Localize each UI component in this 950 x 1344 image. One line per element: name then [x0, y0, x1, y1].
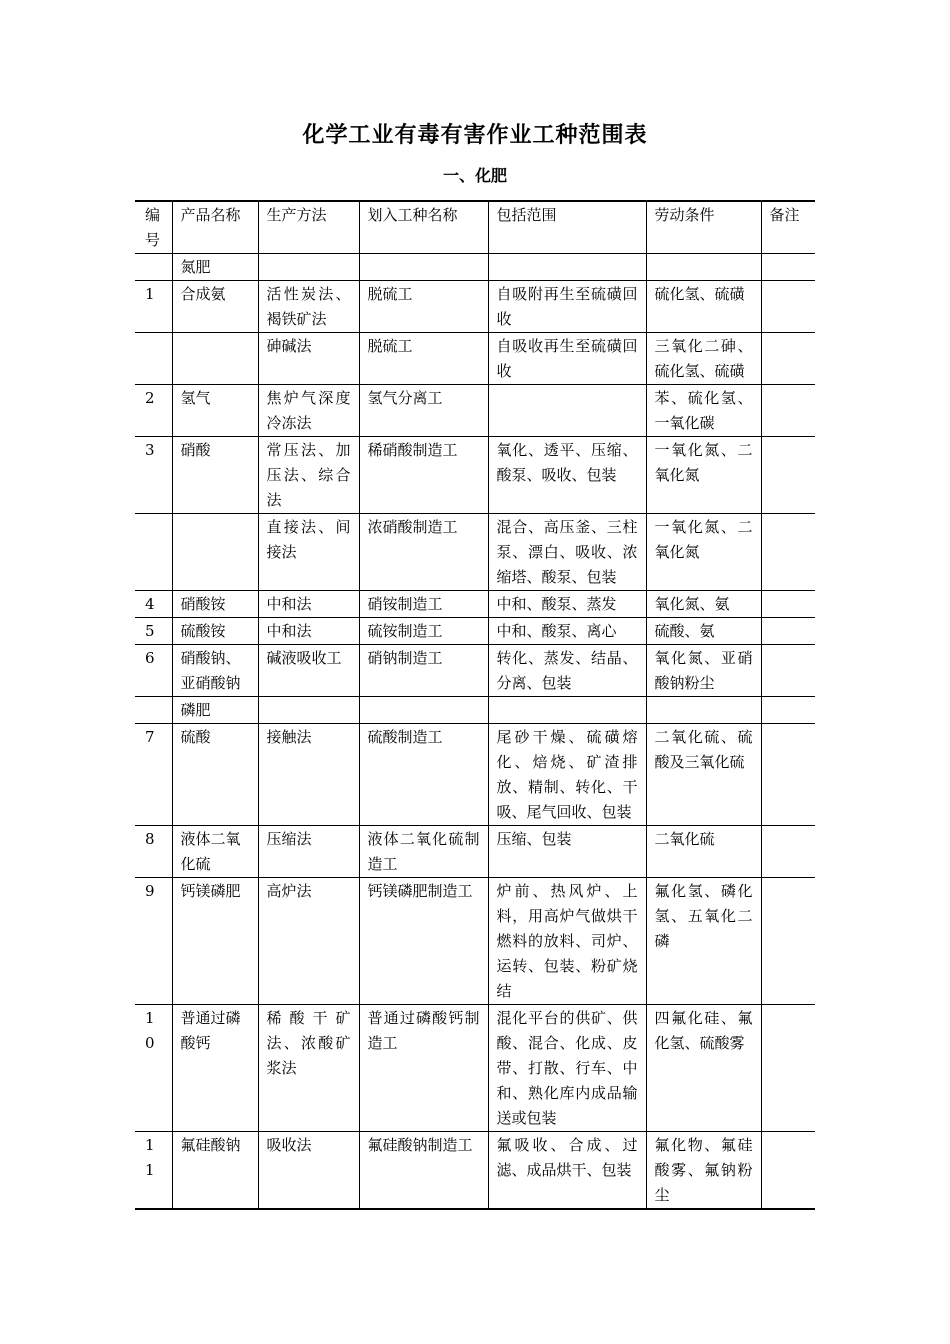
cell-product: 硫酸 [172, 724, 258, 826]
cell-remarks [761, 645, 815, 697]
cell-remarks [761, 254, 815, 281]
cell-number: 2 [135, 385, 172, 437]
table-row [135, 826, 815, 878]
cell-number: 10 [135, 1005, 172, 1132]
cell-conditions: 四氟化硅、氟化氢、硫酸雾 [646, 1005, 761, 1132]
cell-method: 常压法、加压法、综合法 [258, 437, 359, 514]
cell-method: 砷碱法 [258, 333, 359, 385]
column-header: 包括范围 [488, 201, 646, 254]
cell-scope: 中和、酸泵、蒸发 [488, 591, 646, 618]
cell-remarks [761, 437, 815, 514]
cell-method: 高炉法 [258, 878, 359, 1005]
cell-number [135, 697, 172, 724]
cell-product: 液体二氧化硫 [172, 826, 258, 878]
cell-job: 硝铵制造工 [359, 591, 488, 618]
cell-remarks [761, 724, 815, 826]
section-heading: 一、化肥 [442, 166, 507, 185]
cell-product: 氟硅酸钠 [172, 1132, 258, 1210]
table-row [135, 645, 815, 697]
cell-method: 碱液吸收工 [258, 645, 359, 697]
table-row [135, 724, 815, 826]
cell-conditions: 氧化氮、氨 [646, 591, 761, 618]
column-header: 编号 [135, 201, 172, 254]
cell-remarks [761, 826, 815, 878]
cell-job: 硫铵制造工 [359, 618, 488, 645]
cell-remarks [761, 1132, 815, 1210]
cell-scope: 混合、高压釜、三柱泵、漂白、吸收、浓缩塔、酸泵、包装 [488, 514, 646, 591]
cell-number [135, 333, 172, 385]
cell-conditions: 硫化氢、硫磺 [646, 281, 761, 333]
table-row [135, 514, 815, 591]
table-row [135, 1005, 815, 1132]
table-row [135, 281, 815, 333]
cell-method: 中和法 [258, 618, 359, 645]
cell-scope: 炉前、热风炉、上料，用高炉气做烘干燃料的放料、司炉、运转、包装、粉矿烧结 [488, 878, 646, 1005]
cell-method: 活性炭法、褐铁矿法 [258, 281, 359, 333]
cell-product: 硫酸铵 [172, 618, 258, 645]
table-row [135, 591, 815, 618]
cell-method [258, 697, 359, 724]
cell-remarks [761, 281, 815, 333]
cell-number: 4 [135, 591, 172, 618]
cell-number: 5 [135, 618, 172, 645]
table-row [135, 697, 815, 724]
cell-number: 9 [135, 878, 172, 1005]
cell-job: 钙镁磷肥制造工 [359, 878, 488, 1005]
cell-number [135, 254, 172, 281]
cell-method: 压缩法 [258, 826, 359, 878]
cell-remarks [761, 385, 815, 437]
column-header: 生产方法 [258, 201, 359, 254]
cell-scope: 氧化、透平、压缩、酸泵、吸收、包装 [488, 437, 646, 514]
cell-remarks [761, 591, 815, 618]
cell-method: 焦炉气深度冷冻法 [258, 385, 359, 437]
cell-product: 氢气 [172, 385, 258, 437]
cell-product: 钙镁磷肥 [172, 878, 258, 1005]
cell-conditions [646, 697, 761, 724]
cell-product: 合成氨 [172, 281, 258, 333]
cell-conditions: 二氧化硫、硫酸及三氧化硫 [646, 724, 761, 826]
cell-scope: 混化平台的供矿、供酸、混合、化成、皮带、打散、行车、中和、熟化库内成品输送或包装 [488, 1005, 646, 1132]
cell-job: 氢气分离工 [359, 385, 488, 437]
cell-remarks [761, 618, 815, 645]
cell-job: 氟硅酸钠制造工 [359, 1132, 488, 1210]
cell-conditions: 一氧化氮、二氧化氮 [646, 514, 761, 591]
cell-remarks [761, 878, 815, 1005]
cell-job: 普通过磷酸钙制造工 [359, 1005, 488, 1132]
cell-method: 吸收法 [258, 1132, 359, 1210]
cell-conditions: 氧化氮、亚硝酸钠粉尘 [646, 645, 761, 697]
cell-number: 6 [135, 645, 172, 697]
cell-method: 直接法、间接法 [258, 514, 359, 591]
cell-job: 稀硝酸制造工 [359, 437, 488, 514]
cell-conditions [646, 254, 761, 281]
cell-job: 脱硫工 [359, 281, 488, 333]
cell-number: 7 [135, 724, 172, 826]
cell-conditions: 氟化氢、磷化氢、五氧化二磷 [646, 878, 761, 1005]
cell-job: 硝钠制造工 [359, 645, 488, 697]
cell-product: 氮肥 [172, 254, 258, 281]
column-header: 备注 [761, 201, 815, 254]
cell-number: 11 [135, 1132, 172, 1210]
cell-method [258, 254, 359, 281]
column-header: 产品名称 [172, 201, 258, 254]
column-header: 劳动条件 [646, 201, 761, 254]
hazard-table [135, 200, 815, 1210]
cell-product [172, 514, 258, 591]
cell-product: 硝酸铵 [172, 591, 258, 618]
table-row [135, 333, 815, 385]
cell-conditions: 苯、硫化氢、一氧化碳 [646, 385, 761, 437]
cell-conditions: 二氧化硫 [646, 826, 761, 878]
cell-job: 液体二氧化硫制造工 [359, 826, 488, 878]
cell-remarks [761, 1005, 815, 1132]
cell-scope [488, 254, 646, 281]
cell-job: 硫酸制造工 [359, 724, 488, 826]
cell-product: 磷肥 [172, 697, 258, 724]
cell-conditions: 氟化物、氟硅酸雾、氟钠粉尘 [646, 1132, 761, 1210]
table-row [135, 618, 815, 645]
cell-scope: 自吸收再生至硫磺回收 [488, 333, 646, 385]
cell-scope: 转化、蒸发、结晶、分离、包装 [488, 645, 646, 697]
table-row [135, 878, 815, 1005]
cell-method: 接触法 [258, 724, 359, 826]
cell-product: 普通过磷酸钙 [172, 1005, 258, 1132]
cell-scope: 尾砂干燥、硫磺熔化、焙烧、矿渣排放、精制、转化、干吸、尾气回收、包装 [488, 724, 646, 826]
cell-remarks [761, 333, 815, 385]
cell-number [135, 514, 172, 591]
cell-product [172, 333, 258, 385]
cell-scope: 氟吸收、合成、过滤、成品烘干、包装 [488, 1132, 646, 1210]
cell-job: 浓硝酸制造工 [359, 514, 488, 591]
cell-conditions: 硫酸、氨 [646, 618, 761, 645]
table-row [135, 385, 815, 437]
cell-scope [488, 385, 646, 437]
cell-remarks [761, 697, 815, 724]
cell-conditions: 一氧化氮、二氧化氮 [646, 437, 761, 514]
cell-job [359, 254, 488, 281]
cell-conditions: 三氧化二砷、硫化氢、硫磺 [646, 333, 761, 385]
table-row [135, 254, 815, 281]
column-header: 划入工种名称 [359, 201, 488, 254]
cell-job [359, 697, 488, 724]
cell-number: 1 [135, 281, 172, 333]
cell-number: 8 [135, 826, 172, 878]
cell-product: 硝酸 [172, 437, 258, 514]
cell-scope: 自吸附再生至硫磺回收 [488, 281, 646, 333]
cell-scope: 中和、酸泵、离心 [488, 618, 646, 645]
cell-product: 硝酸钠、亚硝酸钠 [172, 645, 258, 697]
cell-method: 稀酸干矿法、浓酸矿浆法 [258, 1005, 359, 1132]
table-row [135, 437, 815, 514]
cell-method: 中和法 [258, 591, 359, 618]
table-header-row [135, 201, 815, 254]
cell-number: 3 [135, 437, 172, 514]
cell-scope [488, 697, 646, 724]
document-title: 化学工业有毒有害作业工种范围表 [302, 122, 648, 148]
cell-scope: 压缩、包装 [488, 826, 646, 878]
cell-job: 脱硫工 [359, 333, 488, 385]
cell-remarks [761, 514, 815, 591]
table-row [135, 1132, 815, 1210]
